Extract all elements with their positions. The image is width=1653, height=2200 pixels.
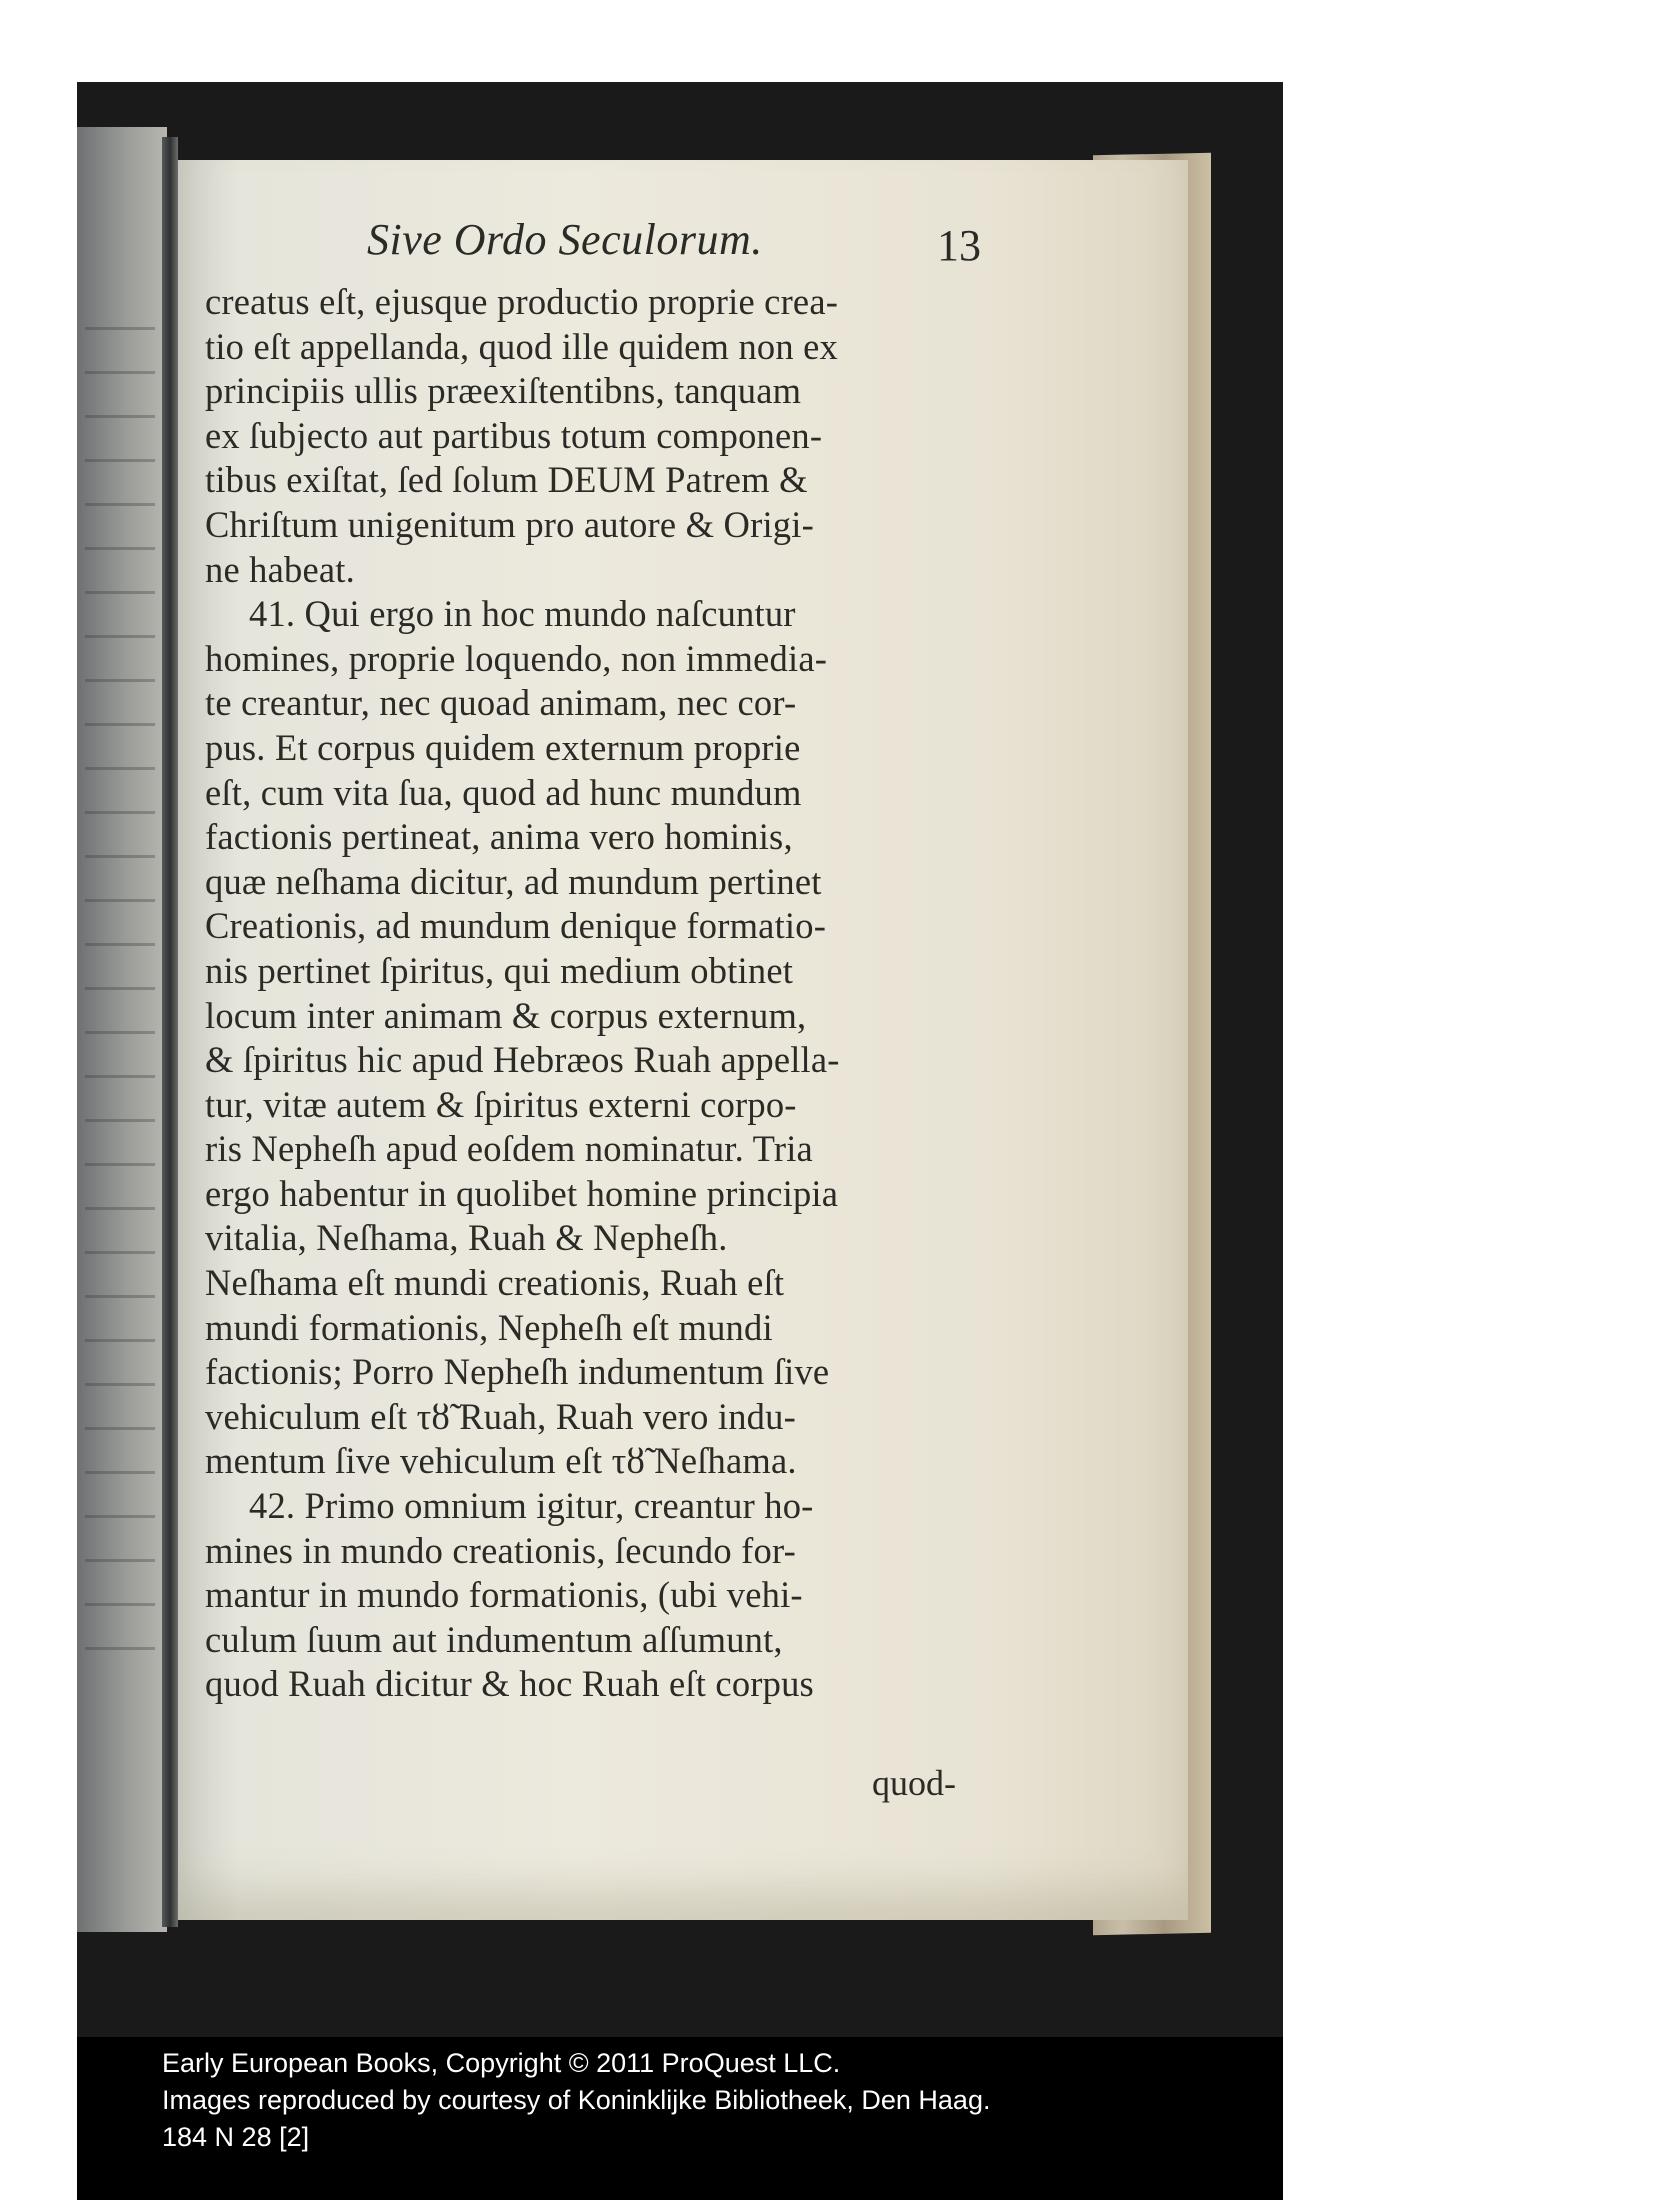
- text-line: 41. Qui ergo in hoc mundo naſcuntur: [249, 593, 796, 635]
- caption-line-copyright: Early European Books, Copyright © 2011 ProQuest LLC.: [162, 2048, 841, 2078]
- text-line: quod Ruah dicitur & hoc Ruah eſt corpus: [205, 1663, 814, 1705]
- text-line: tio eſt appellanda, quod ille quidem non ex: [205, 325, 839, 367]
- catchword: quod-: [872, 1763, 956, 1803]
- caption-line-shelfmark: 184 N 28 [2]: [162, 2122, 310, 2152]
- text-line: vitalia, Neſhama, Ruah & Nepheſh.: [205, 1217, 728, 1259]
- text-line: nis pertinet ſpiritus, qui medium obtinet: [205, 949, 794, 991]
- text-line: ne habeat.: [205, 548, 355, 590]
- text-line: & ſpiritus hic apud Hebræos Ruah appella-: [205, 1039, 840, 1081]
- text-line: creatus eſt, ejusque productio proprie crea-: [205, 281, 839, 322]
- copyright-caption-bar: [77, 2037, 1283, 2200]
- text-line: principiis ullis præexiſtentibns, tanquam: [205, 370, 802, 412]
- text-line: vehiculum eſt τȣ̃ Ruah, Ruah vero indu-: [205, 1395, 796, 1437]
- text-line: Creationis, ad mundum denique formatio-: [205, 905, 827, 947]
- text-line: mantur in mundo formationis, (ubi vehi-: [205, 1574, 803, 1616]
- running-head: Sive Ordo Seculorum.: [367, 215, 763, 264]
- text-line: ergo habentur in quolibet homine principia: [205, 1172, 839, 1214]
- facing-page-edge: [77, 127, 167, 1932]
- page-number: 13: [937, 221, 981, 270]
- text-line: tibus exiſtat, ſed ſolum DEUM Patrem &: [205, 459, 808, 501]
- text-line: homines, proprie loquendo, non immedia-: [205, 637, 828, 679]
- text-line: te creantur, nec quoad animam, nec cor-: [205, 682, 797, 724]
- text-line: mundi formationis, Nepheſh eſt mundi: [205, 1306, 773, 1348]
- text-line: factionis pertineat, anima vero hominis,: [205, 816, 793, 858]
- text-line: locum inter animam & corpus externum,: [205, 994, 807, 1036]
- text-line: 42. Primo omnium igitur, creantur ho-: [249, 1485, 814, 1527]
- book-gutter: [162, 137, 178, 1927]
- text-line: quæ neſhama dicitur, ad mundum pertinet: [205, 860, 822, 902]
- text-line: mentum ſive vehiculum eſt τȣ̃ Neſhama.: [205, 1440, 797, 1482]
- text-line: tur, vitæ autem & ſpiritus externi corpo-: [205, 1083, 797, 1125]
- text-line: Neſhama eſt mundi creationis, Ruah eſt: [205, 1262, 785, 1304]
- caption-line-courtesy: Images reproduced by courtesy of Koninklijke Bibliotheek, Den Haag.: [162, 2085, 991, 2115]
- text-line: Chriſtum unigenitum pro autore & Origi-: [205, 503, 814, 545]
- text-line: pus. Et corpus quidem externum proprie: [205, 726, 801, 768]
- text-line: ex ſubjecto aut partibus totum componen-: [205, 414, 823, 456]
- text-line: culum ſuum aut indumentum aſſumunt,: [205, 1618, 783, 1660]
- copyright-caption: [162, 2045, 990, 2156]
- facing-page-text-bleed: [85, 327, 155, 1677]
- text-line: eſt, cum vita ſua, quod ad hunc mundum: [205, 771, 802, 813]
- text-line: mines in mundo creationis, ſecundo for-: [205, 1529, 796, 1571]
- text-line: factionis; Porro Nepheſh indumentum ſive: [205, 1351, 830, 1393]
- text-line: ris Nepheſh apud eoſdem nominatur. Tria: [205, 1128, 813, 1170]
- book-scan-image: [77, 82, 1283, 2037]
- page-body-text: [205, 280, 1005, 1707]
